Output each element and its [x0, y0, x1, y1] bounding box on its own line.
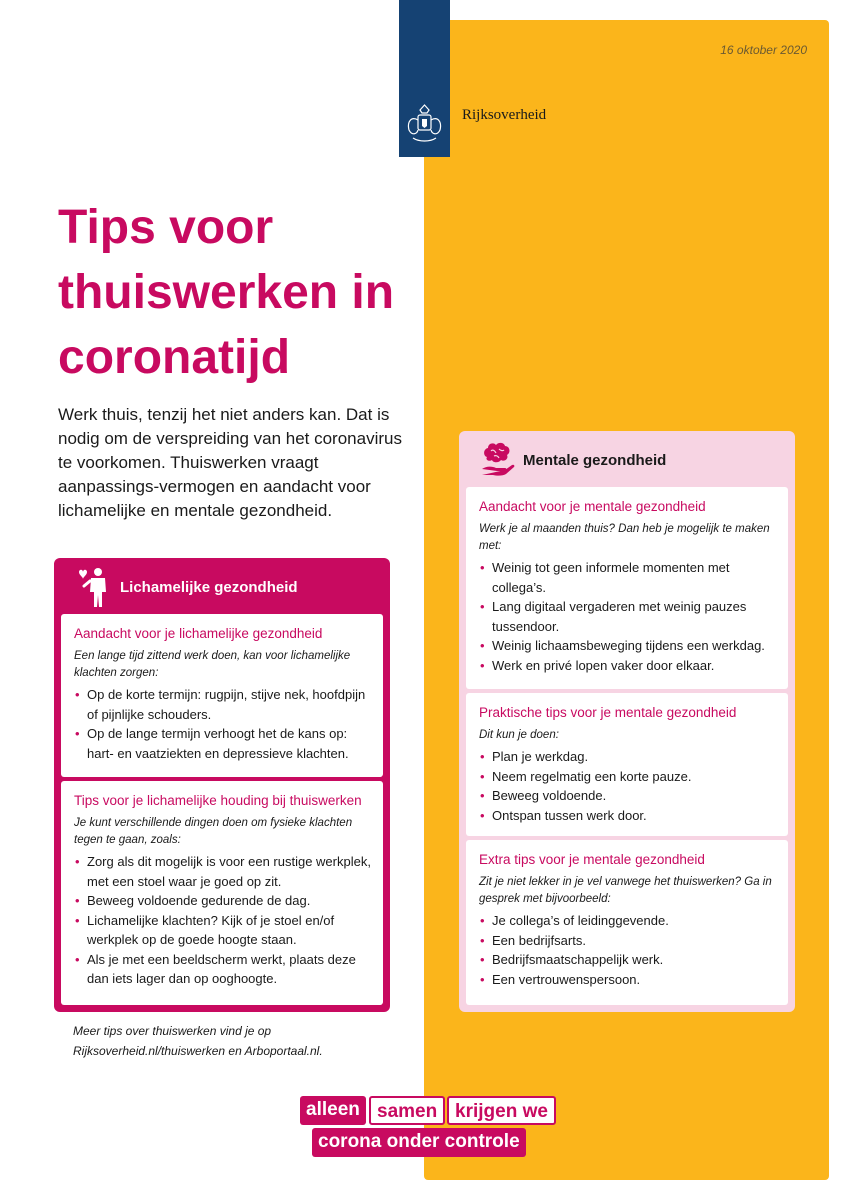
person-heart-icon: [74, 566, 110, 610]
section-heading: Aandacht voor je mentale gezondheid: [479, 499, 706, 514]
bullet-list: [479, 911, 776, 989]
mental-health-card: [459, 431, 795, 1012]
section-intro: Dit kun je doen:: [479, 729, 559, 741]
list-item: • Lang digitaal vergaderen met weinig pauzes tussendoor.: [479, 597, 776, 636]
list-item: • Lichamelijke klachten? Kijk of je stoel en/of werkplek op de goede hoogte staan.: [74, 911, 371, 950]
rijksoverheid-logo-bar: [399, 0, 450, 157]
info-section: [61, 614, 383, 777]
coat-of-arms-icon: [403, 102, 446, 146]
list-item: • Werk en privé lopen vaker door elkaar.: [479, 656, 776, 676]
page-title: [58, 195, 398, 390]
card-title: Mentale gezondheid: [523, 452, 667, 469]
list-item: • Neem regelmatig een korte pauze.: [479, 767, 776, 787]
slogan-word: samen: [369, 1096, 445, 1125]
bullet-list: [74, 852, 371, 989]
bullet-list: [74, 685, 371, 763]
list-item: • Zorg als dit mogelijk is voor een rustige werkplek, met een stoel waar je goed op zit.: [74, 852, 371, 891]
footnote-link-line[interactable]: Rijksoverheid.nl/thuiswerken en Arboportaal.nl.: [73, 1044, 323, 1058]
list-item: • Weinig lichaamsbeweging tijdens een werkdag.: [479, 636, 776, 656]
date: 16 oktober 2020: [720, 43, 807, 57]
info-section: [466, 693, 788, 836]
section-intro: Zit je niet lekker in je vel vanwege het thuiswerken? Ga in gesprek met bijvoorbeeld:: [479, 876, 772, 905]
physical-health-card: [54, 558, 390, 1012]
section-intro: Je kunt verschillende dingen doen om fysieke klachten tegen te gaan, zoals:: [74, 817, 353, 846]
intro-paragraph: Werk thuis, tenzij het niet anders kan. Dat is nodig om de verspreiding van het coronavirus te voorkomen. Thuiswerken vraagt aanpassings-vermogen en aandacht voor lichamelijke en mentale gezondheid.: [58, 405, 402, 520]
info-section: [466, 487, 788, 689]
bullet-list: [479, 747, 776, 825]
section-heading: Aandacht voor je lichamelijke gezondheid: [74, 626, 323, 641]
card-title: Lichamelijke gezondheid: [120, 579, 298, 596]
list-item: • Op de korte termijn: rugpijn, stijve nek, hoofdpijn of pijnlijke schouders.: [74, 685, 371, 724]
title-line: thuiswerken in: [58, 266, 395, 319]
list-item: • Je collega’s of leidinggevende.: [479, 911, 776, 931]
section-intro: Een lange tijd zittend werk doen, kan voor lichamelijke klachten zorgen:: [74, 650, 351, 679]
list-item: • Ontspan tussen werk door.: [479, 806, 776, 826]
list-item: • Beweeg voldoende gedurende de dag.: [74, 891, 371, 911]
card-header: [54, 558, 390, 614]
list-item: • Bedrijfsmaatschappelijk werk.: [479, 950, 776, 970]
section-intro: Werk je al maanden thuis? Dan heb je mogelijk te maken met:: [479, 523, 770, 552]
bullet-list: [479, 558, 776, 675]
list-item: • Weinig tot geen informele momenten met collega’s.: [479, 558, 776, 597]
title-line: Tips voor: [58, 201, 274, 254]
brain-hand-icon: [479, 439, 515, 479]
logo-text: Rijksoverheid: [462, 107, 547, 123]
section-heading: Praktische tips voor je mentale gezondheid: [479, 705, 737, 720]
section-heading: Tips voor je lichamelijke houding bij thuiswerken: [74, 793, 362, 808]
section-heading: Extra tips voor je mentale gezondheid: [479, 852, 705, 867]
list-item: • Beweeg voldoende.: [479, 786, 776, 806]
footnote: [73, 1021, 323, 1061]
list-item: • Een bedrijfsarts.: [479, 931, 776, 951]
info-section: [466, 840, 788, 1005]
list-item: • Plan je werkdag.: [479, 747, 776, 767]
slogan-line: corona onder controle: [312, 1128, 526, 1157]
slogan-word: alleen: [300, 1096, 366, 1125]
list-item: • Een vertrouwenspersoon.: [479, 970, 776, 990]
list-item: • Als je met een beeldscherm werkt, plaats deze dan iets lager dan op ooghoogte.: [74, 950, 371, 989]
card-header: [459, 431, 795, 487]
info-section: [61, 781, 383, 1005]
slogan-word: krijgen we: [447, 1096, 556, 1125]
footnote-line: Meer tips over thuiswerken vind je op: [73, 1024, 272, 1038]
title-line: coronatijd: [58, 331, 291, 384]
list-item: • Op de lange termijn verhoogt het de kans op: hart- en vaatziekten en depressieve klachten.: [74, 724, 371, 763]
